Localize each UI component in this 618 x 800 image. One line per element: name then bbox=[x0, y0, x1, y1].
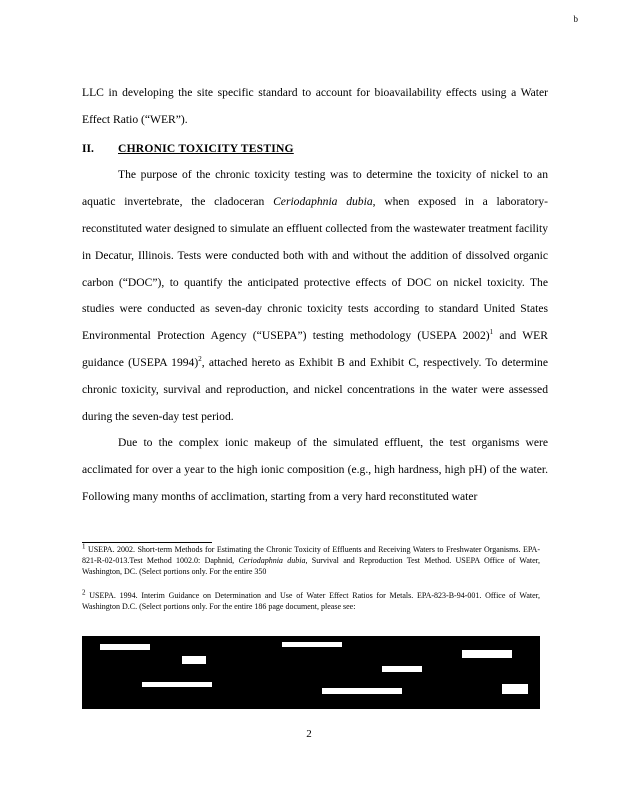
artifact-mark bbox=[182, 656, 206, 664]
artifact-mark bbox=[462, 650, 512, 658]
artifact-mark bbox=[100, 644, 150, 650]
text-span: The purpose of the chronic toxicity testing was to determine the toxicity of nickel to an aquatic invertebrate, the cladoceran bbox=[82, 168, 548, 209]
footnote-ref-1: 1 bbox=[489, 328, 494, 337]
scan-artifact-block bbox=[82, 636, 540, 709]
species-name: Ceriodaphnia dubia bbox=[238, 555, 306, 565]
footnote-1 bbox=[82, 542, 540, 577]
species-name: Ceriodaphnia dubia bbox=[273, 195, 373, 209]
artifact-mark bbox=[382, 666, 422, 672]
section-number: II. bbox=[82, 141, 94, 155]
artifact-mark bbox=[282, 642, 342, 647]
footnote-ref-2: 2 bbox=[198, 355, 202, 364]
text-span: USEPA. 2002. Short-term Methods for Estimating the Chronic Toxicity of Effluents and Receiving Waters to Freshwater Organisms. EPA-821-R-02-013.Test Method 1002.0: Daphnid, bbox=[82, 545, 540, 565]
garbled-url-line bbox=[82, 577, 540, 591]
footnote-divider bbox=[82, 542, 212, 543]
body-text bbox=[82, 80, 548, 511]
footnote-number: 1 bbox=[82, 542, 86, 551]
footnote-2 bbox=[82, 588, 540, 613]
text-span: , attached hereto as Exhibit B and Exhibit C, respectively. To determine chronic toxicity, survival and reproduction, and nickel concentrations in the water were assessed during the seven-day test period. bbox=[82, 355, 548, 423]
artifact-mark bbox=[322, 688, 402, 694]
text-span: , when exposed in a laboratory-reconstituted water designed to simulate an effluent collected from the wastewater treatment facility in Decatur, Illinois. Tests were conducted both with and without the addition of dissolved organic carbon (“DOC”), to quantify the anticipated protective effects of DOC on nickel toxicity. The studies were conducted as seven-day chronic toxicity tests according to standard United States Environmental Protection Agency (“USEPA”) testing methodology (USEPA 2002) bbox=[82, 195, 548, 343]
text-span: USEPA. 1994. Interim Guidance on Determination and Use of Water Effect Ratios for Metals. EPA-823-B-94-001. Office of Water, Washington D.C. (Select portions only. For the entire 186 page document, please see: bbox=[82, 591, 540, 612]
footnote-number: 2 bbox=[82, 588, 86, 597]
paragraph-acclimation: Due to the complex ionic makeup of the simulated effluent, the test organisms were acclimated for over a year to the high ionic composition (e.g., high hardness, high pH) of the water. Following many months of acclimation, starting from a very hard reconstituted water bbox=[82, 436, 548, 503]
paragraph-chronic-toxicity-purpose bbox=[82, 162, 548, 430]
page-number: 2 bbox=[306, 728, 312, 740]
artifact-mark bbox=[142, 682, 212, 687]
footnotes bbox=[82, 542, 540, 613]
section-title: CHRONIC TOXICITY TESTING bbox=[118, 141, 294, 155]
text-span: and WER guidance (USEPA 1994) bbox=[82, 329, 548, 369]
intro-continuation: LLC in developing the site specific standard to account for bioavailability effects using a Water Effect Ratio (“WER”). bbox=[82, 86, 548, 126]
section-heading bbox=[82, 136, 548, 163]
artifact-mark bbox=[502, 684, 528, 694]
text-span: , Survival and Reproduction Test Method. USEPA Office of Water, Washington, DC. (Select portions only. For the entire 350 bbox=[82, 555, 540, 576]
corner-mark: b bbox=[573, 14, 578, 24]
